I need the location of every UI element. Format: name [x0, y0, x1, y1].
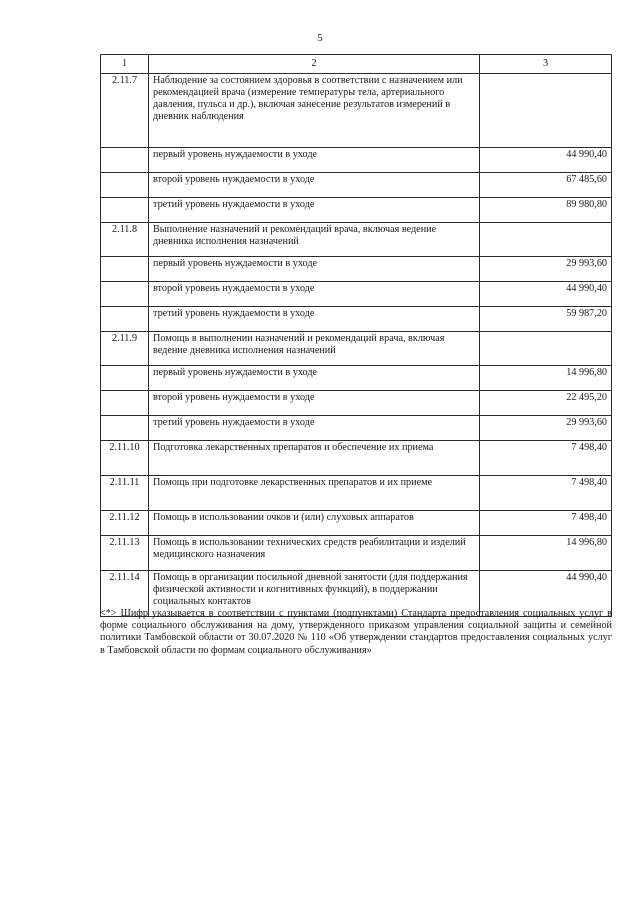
table-row — [101, 307, 612, 332]
service-code — [101, 416, 149, 441]
service-name: Выполнение назначений и рекомендаций врача, включая ведение дневника исполнения назначений — [149, 223, 480, 257]
service-code: 2.11.14 — [101, 571, 149, 617]
service-name: второй уровень нуждаемости в уходе — [149, 391, 480, 416]
table-row — [101, 223, 612, 257]
table-row — [101, 391, 612, 416]
header-col-1: 1 — [101, 55, 149, 74]
service-name: третий уровень нуждаемости в уходе — [149, 416, 480, 441]
table-row — [101, 476, 612, 511]
service-name: Помощь в использовании технических средств реабилитации и изделий медицинского назначения — [149, 536, 480, 571]
service-name: Помощь в организации посильной дневной занятости (для поддержания физической активности и когнитивных функций), в поддержании социальных контактов — [149, 571, 480, 617]
service-price: 7 498,40 — [480, 511, 612, 536]
header-col-2: 2 — [149, 55, 480, 74]
service-code — [101, 391, 149, 416]
service-code: 2.11.13 — [101, 536, 149, 571]
service-code — [101, 148, 149, 173]
service-price: 44 990,40 — [480, 282, 612, 307]
service-price: 7 498,40 — [480, 476, 612, 511]
service-code: 2.11.8 — [101, 223, 149, 257]
service-name: третий уровень нуждаемости в уходе — [149, 198, 480, 223]
service-code — [101, 173, 149, 198]
service-code: 2.11.9 — [101, 332, 149, 366]
service-code — [101, 198, 149, 223]
service-code: 2.11.11 — [101, 476, 149, 511]
table-row — [101, 282, 612, 307]
service-name: Помощь в выполнении назначений и рекомендаций врача, включая ведение дневника исполнения назначений — [149, 332, 480, 366]
service-code: 2.11.10 — [101, 441, 149, 476]
table-row — [101, 536, 612, 571]
table-row — [101, 511, 612, 536]
table-header-row — [101, 55, 612, 74]
service-code — [101, 282, 149, 307]
service-price: 7 498,40 — [480, 441, 612, 476]
table-row — [101, 416, 612, 441]
service-name: Помощь в использовании очков и (или) слуховых аппаратов — [149, 511, 480, 536]
service-price: 89 980,80 — [480, 198, 612, 223]
service-code: 2.11.12 — [101, 511, 149, 536]
table-row — [101, 257, 612, 282]
service-price: 22 495,20 — [480, 391, 612, 416]
table-row — [101, 332, 612, 366]
service-price — [480, 74, 612, 148]
tariff-table — [100, 54, 612, 617]
service-price: 29 993,60 — [480, 416, 612, 441]
table-row — [101, 148, 612, 173]
table-row — [101, 441, 612, 476]
page-number: 5 — [317, 32, 323, 44]
service-price: 59 987,20 — [480, 307, 612, 332]
service-price: 14 996,80 — [480, 536, 612, 571]
service-name: третий уровень нуждаемости в уходе — [149, 307, 480, 332]
table-row — [101, 74, 612, 148]
table-row — [101, 173, 612, 198]
service-price: 67 485,60 — [480, 173, 612, 198]
table-row — [101, 366, 612, 391]
service-code: 2.11.7 — [101, 74, 149, 148]
header-col-3: 3 — [480, 55, 612, 74]
service-code — [101, 257, 149, 282]
service-price: 44 990,40 — [480, 148, 612, 173]
service-code — [101, 366, 149, 391]
service-price — [480, 223, 612, 257]
service-name: Помощь при подготовке лекарственных препаратов и их приеме — [149, 476, 480, 511]
footnote: <*> Шифр указывается в соответствии с пунктами (подпунктами) Стандарта предоставления социальных услуг в форме социального обслуживания на дому, утвержденного приказом управления социальной защиты и семейной политики Тамбовской области от 30.07.2020 № 110 «Об утверждении стандартов предоставления социальных услуг в Тамбовской области по формам социального обслуживания» — [100, 608, 612, 656]
service-name: Наблюдение за состоянием здоровья в соответствии с назначением или рекомендацией врача (измерение температуры тела, артериального давления, пульса и др.), включая занесение результатов измерений в дневник наблюдения — [149, 74, 480, 148]
service-name: первый уровень нуждаемости в уходе — [149, 148, 480, 173]
table-row — [101, 198, 612, 223]
service-price: 44 990,40 — [480, 571, 612, 617]
service-name: Подготовка лекарственных препаратов и обеспечение их приема — [149, 441, 480, 476]
service-name: второй уровень нуждаемости в уходе — [149, 282, 480, 307]
service-price: 14 996,80 — [480, 366, 612, 391]
service-name: первый уровень нуждаемости в уходе — [149, 366, 480, 391]
service-price — [480, 332, 612, 366]
service-name: первый уровень нуждаемости в уходе — [149, 257, 480, 282]
service-price: 29 993,60 — [480, 257, 612, 282]
service-code — [101, 307, 149, 332]
service-name: второй уровень нуждаемости в уходе — [149, 173, 480, 198]
